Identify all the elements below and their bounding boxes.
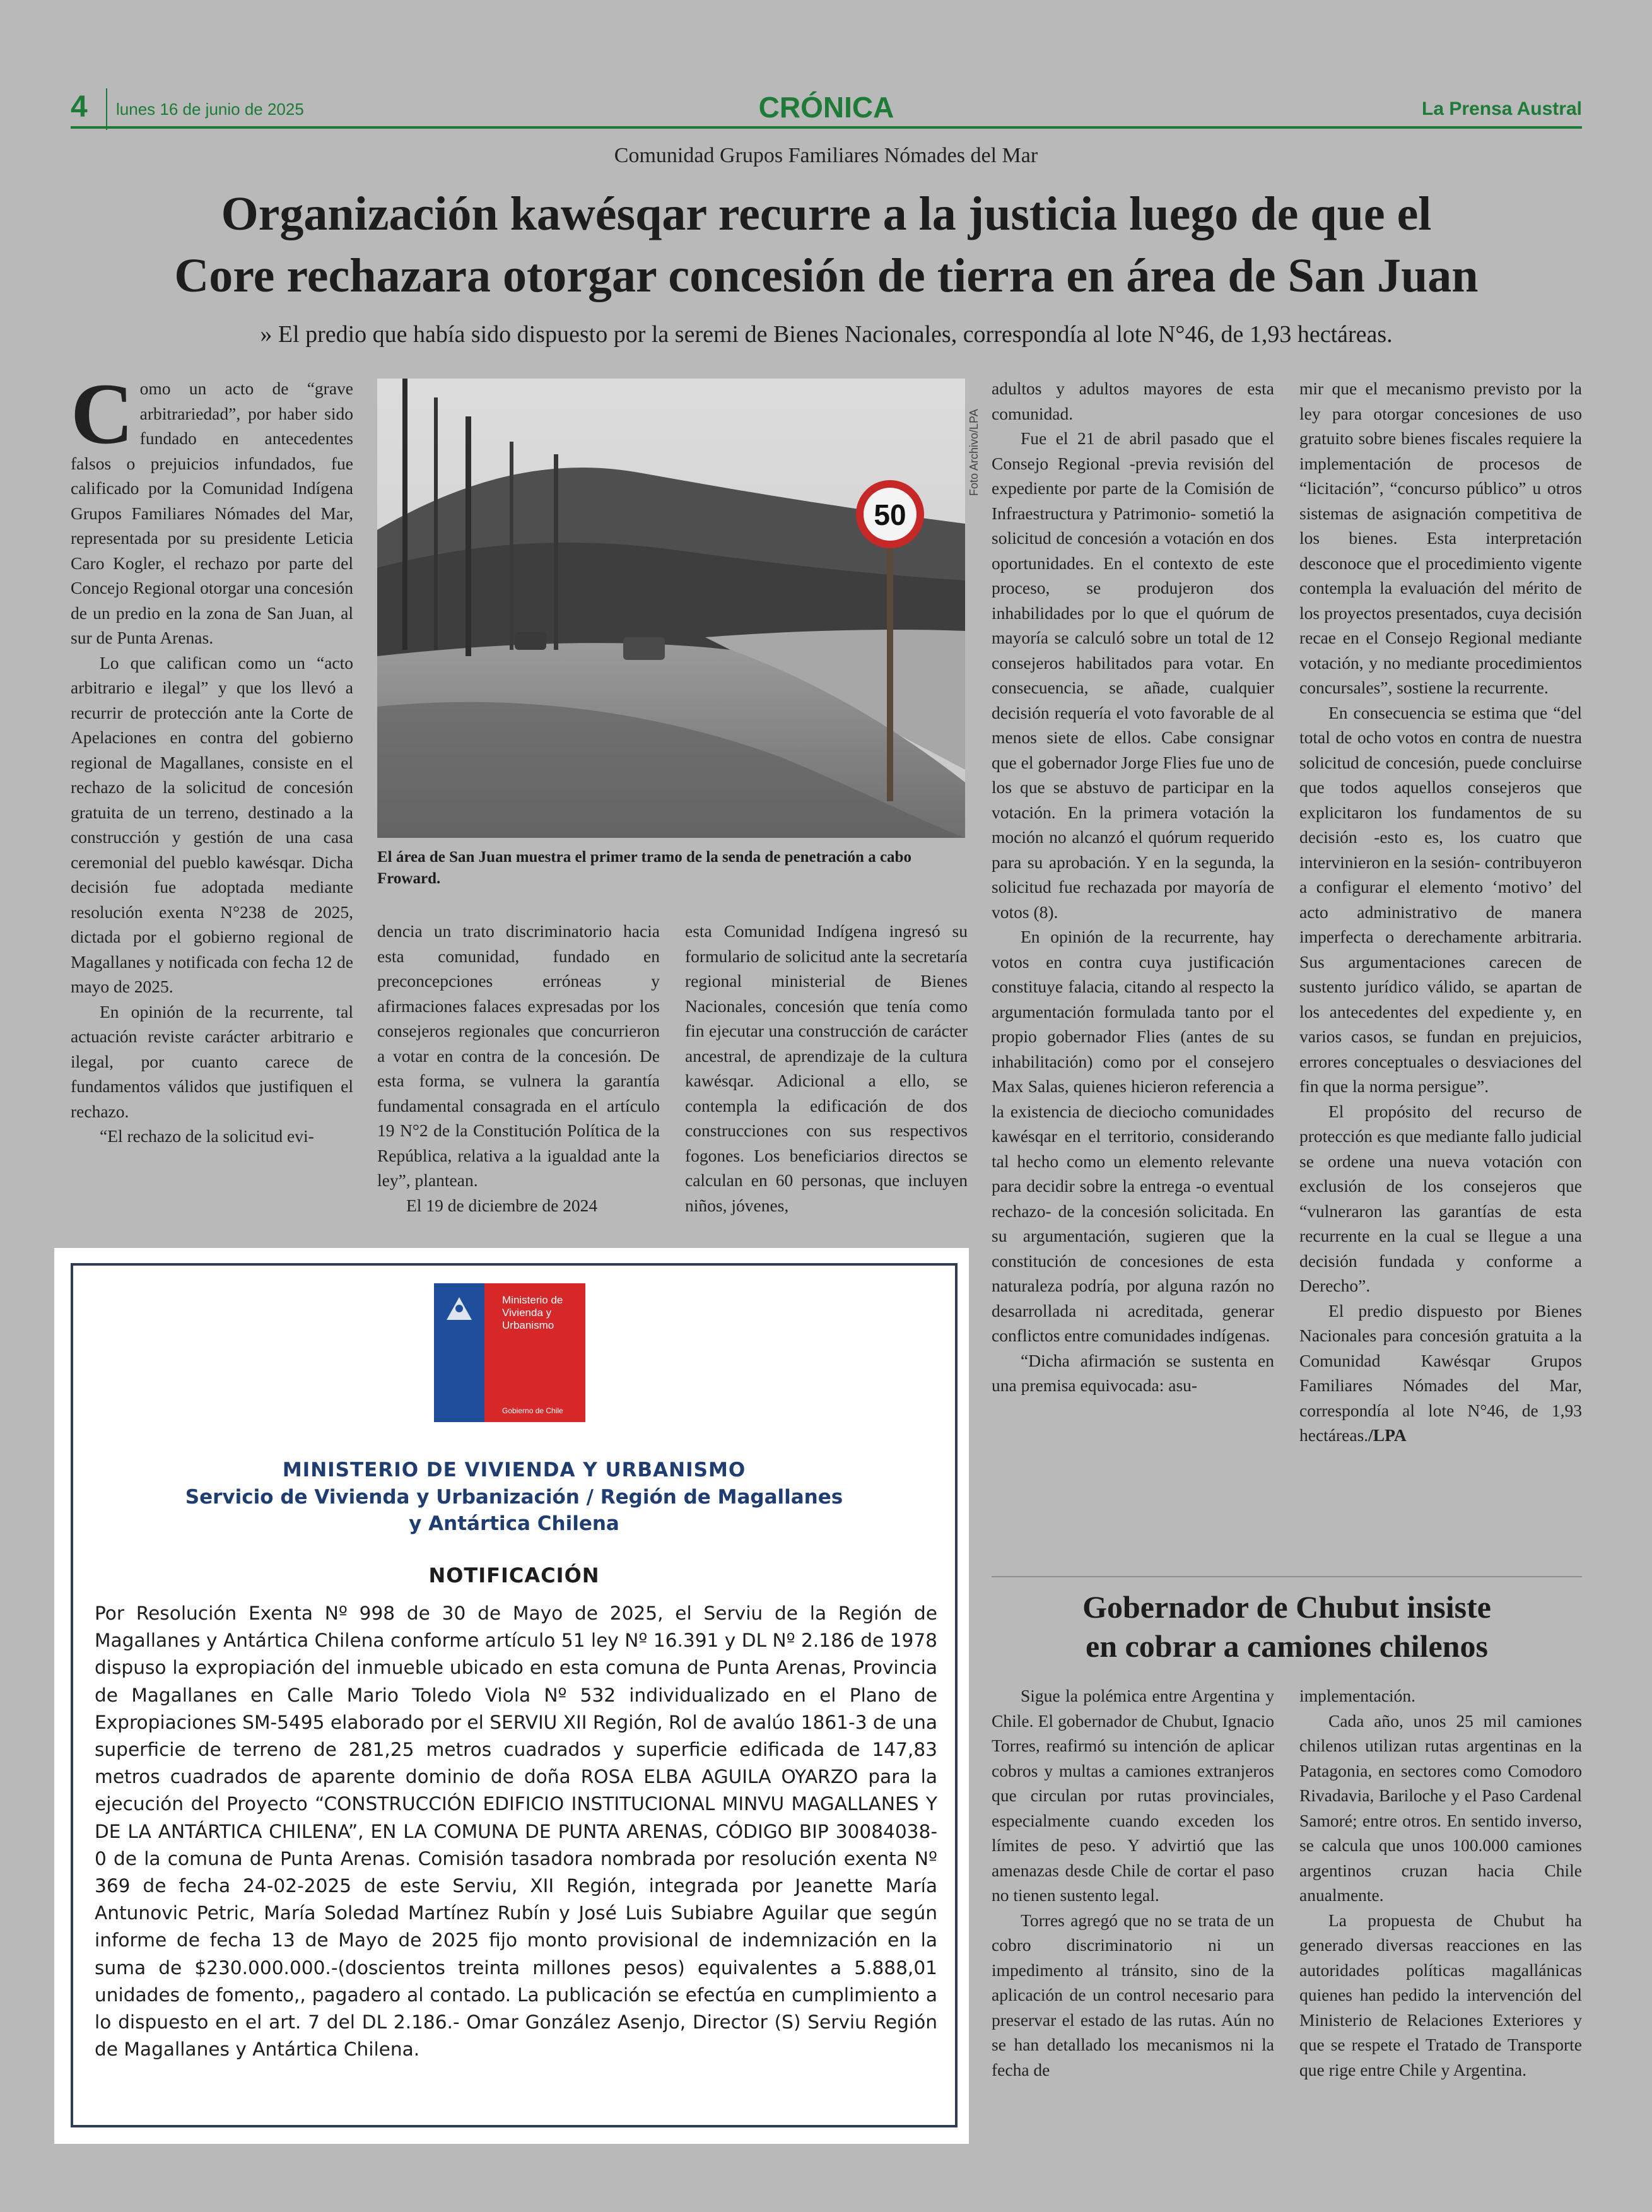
government-logo-icon [434,1283,585,1422]
paragraph: dencia un trato discriminatorio hacia esta comunidad, fundado en preconcepciones erróneas y afirmaciones falaces expresadas por los consejeros regionales que concurrieron a votar en contra de la concesión. De esta forma, se vulnera la garantía fundamental consagrada en el artículo 19 N°2 de la Constitución Política de la República, relativa a la igualdad ante la ley”, plantean. [377,921,660,1190]
side-headline-line-1: Gobernador de Chubut insiste [1082,1589,1491,1625]
paragraph [71,365,353,650]
notice-service-line-2: y Antártica Chilena [409,1512,619,1535]
paragraph: La propuesta de Chubut ha generado diversas reacciones en las autoridades políticas magallánicas quienes han pedido la intervención del Ministerio de Relaciones Exteriores y que se respete el Tratado de Transporte que rige entre Chile y Argentina. [1299,1910,1582,2080]
side-article-column-2 [1299,1683,1582,2082]
headline-line-2: Core rechazara otorgar concesión de tierra en área de San Juan [174,249,1479,302]
issue-date: lunes 16 de junio de 2025 [106,88,304,130]
article-column-3 [685,919,968,1218]
paragraph: implementación. [1299,1686,1416,1705]
notice-title: NOTIFICACIÓN [428,1563,600,1587]
article-column-5 [1299,376,1582,1448]
article-headline [71,183,1582,307]
logo-footer-text: Gobierno de Chile [502,1406,563,1415]
paragraph: En opinión de la recurrente, hay votos en contra cuya justificación constituye falacia, citando al respecto la argumentación formulada tanto por el propio gobernador Flies (antes de su inhabilitación) como por el consejero Max Salas, quienes hicieron referencia a la existencia de dieciocho comunidades kawésqar en el territorio, considerando tal hecho como un elemento relevante para decidir sobre la entrega -o eventual rechazo- de la concesión solicitada. En su argumentación, sugieren que la constitución de concesiones de esta naturaleza podría, por alguna razón no desarrollada ni acreditada, generar conflictos entre comunidades indígenas. [992,927,1274,1345]
paragraph [1299,1298,1582,1448]
paragraph: “Dicha afirmación se sustenta en una premisa equivocada: asu- [992,1350,1274,1395]
paragraph: El 19 de diciembre de 2024 [406,1195,598,1215]
paragraph: esta Comunidad Indígena ingresó su formulario de solicitud ante la secretaría regional ministerial de Bienes Nacionales, concesión que tenía como fin ejecutar una construcción de carácter ancestral, de aprendizaje de la cultura kawésqar. Adicional a ello, se contempla la edificación de dos construcciones con sus respectivos fogones. Los beneficiarios directos se calculan en 60 personas, que incluyen niños, jóvenes, [685,921,968,1215]
paragraph-text: omo un acto de “grave arbitrariedad”, por haber sido fundado en antecedentes falsos o prejuicios infundados, fue calificado por la Comunidad Indígena Grupos Familiares Nómades del Mar, representada por su presidente Leticia Caro Kogler, el rechazo por parte del Concejo Regional otorgar una concesión de un predio en la zona de San Juan, al sur de Punta Arenas. [71,379,353,647]
logo-text-2: Vivienda y [502,1307,552,1319]
notice-service-line-1: Servicio de Vivienda y Urbanización / Región de Magallanes [185,1486,843,1509]
paragraph: Cada año, unos 25 mil camiones chilenos utilizan rutas argentinas en la Patagonia, en sectores como Comodoro Rivadavia, Bariloche y el Paso Cardenal Samoré; entre otros. En sentido inverso, se calcula que unos 100.000 camiones argentinos cruzan hacia Chile anualmente. [1299,1710,1582,1905]
notice-ministry: MINISTERIO DE VIVIENDA Y URBANISMO [282,1459,746,1481]
paragraph: Sigue la polémica entre Argentina y Chile. El gobernador de Chubut, Ignacio Torres, reafirmó su intención de aplicar cobros y multas a camiones extranjeros que circulan por rutas provinciales, especialmente cuando exceden los límites de peso. Y advirtió que las amenazas desde Chile de cortar el paso no tienen sustento legal. [992,1686,1274,1905]
paragraph: El propósito del recurso de protección es que mediante fallo judicial se ordene una nueva votación con exclusión de los consejeros que “vulneraron las garantías de esta recurrente en la cual se llegue a una decisión fundada y conforme a Derecho”. [1299,1101,1582,1295]
side-headline-line-2: en cobrar a camiones chilenos [1086,1628,1488,1664]
paragraph: Lo que califican como un “acto arbitrario e ilegal” y que los llevó a recurrir de protección ante la Corte de Apelaciones en contra del gobierno regional de Magallanes, consiste en el rechazo de la solicitud de concesión gratuita de un terreno, destinado a la construcción y gestión de una casa ceremonial del pueblo kawésqar. Dicha decisión fue adoptada mediante resolución exenta N°238 de 2025, dictada por el gobierno regional de Magallanes y notificada con fecha 12 de mayo de 2025. [71,652,353,996]
notice-service [71,1484,958,1537]
drop-cap: C [71,365,134,462]
road-photo-illustration [377,379,965,838]
side-article-headline [992,1587,1582,1666]
article-column-1 [71,365,353,1149]
article-subhead: » El predio que había sido dispuesto por la seremi de Bienes Nacionales, correspondía al lote N°46, de 1,93 hectáreas. [260,321,1393,348]
logo-text-1: Ministerio de [502,1294,563,1306]
paragraph: En opinión de la recurrente, tal actuación reviste carácter arbitrario e ilegal, por cuanto carece de fundamentos válidos que justifiquen el rechazo. [71,1001,353,1121]
article-column-2 [377,919,660,1218]
newspaper-brand: La Prensa Austral [1422,98,1582,119]
speed-sign-text: 50 [874,498,906,531]
section-title: CRÓNICA [758,91,894,124]
page-number: 4 [71,90,88,124]
article-photo [377,379,965,838]
paragraph: mir que el mecanismo previsto por la ley para otorgar concesiones de uso gratuito sobre bienes fiscales requiere la implementación de procesos de “licitación”, “concurso público” u otros sistemas de asignación competitiva de los bienes. Esta interpretación desconoce que el procedimiento vigente contempla la evaluación del mérito de los proyectos presentados, cuya decisión recae en el Consejo Regional mediante votación, y no mediante procedimientos concursales”, sostiene la recurrente. [1299,379,1582,697]
photo-caption: El área de San Juan muestra el primer tramo de la senda de penetración a cabo Froward. [377,849,911,887]
page-header [71,88,1582,129]
notice-body: Por Resolución Exenta Nº 998 de 30 de Mayo de 2025, el Serviu de la Región de Magallanes y Antártica Chilena conforme artículo 51 ley Nº 16.391 y DL Nº 2.186 de 1978 dispuso la expropiación del inmueble ubicado en esta comuna de Punta Arenas, Provincia de Magallanes en Calle Mario Toledo Viola Nº 532 individualizado en el Plano de Expropiaciones SM-5495 elaborado por el SERVIU XII Región, Rol de avalúo 1861-3 de una superficie de terreno de 281,25 metros cuadrados y superficie edificada de 147,83 metros cuadrados de aparente dominio de doña ROSA ELBA AGUILA OYARZO para la ejecución del Proyecto “CONSTRUCCIÓN EDIFICIO INSTITUCIONAL MINVU MAGALLANES Y DE LA ANTÁRTICA CHILENA”, EN LA COMUNA DE PUNTA ARENAS, CÓDIGO BIP 30084038-0 de la comuna de Punta Arenas. Comisión tasadora nombrada por resolución exenta Nº 369 de fecha 24-02-2025 de este Serviu, XII Región, integrada por Jeanette María Antunovic Petric, María Soledad Martínez Rubín y José Luis Subiabre Aguilar que según informe de fecha 13 de Mayo de 2025 fijo monto provisional de indemnización en la suma de $230.000.000.-(doscientos treinta millones pesos) equivalentes a 5.888,01 unidades de fomento,, pagadero al contado. La publicación se efectúa en cumplimiento a lo dispuesto en el art. 7 del DL 2.186.- Omar González Asenjo, Director (S) Serviu Región de Magallanes y Antártica Chilena. [95,1603,937,2061]
headline-line-1: Organización kawésqar recurre a la justicia luego de que el [221,187,1432,240]
paragraph: Torres agregó que no se trata de un cobro discriminatorio ni un impedimento al tránsito, sino de la aplicación de un control necesario para preservar el estado de las rutas. Aún no se han detallado los mecanismos ni la fecha de [992,1910,1274,2080]
article-column-4 [992,376,1274,1398]
paragraph: Fue el 21 de abril pasado que el Consejo Regional -previa revisión del expediente por parte de la Comisión de Infraestructura y Patrimonio- sometió la solicitud de concesión a votación en dos oportunidades. En el contexto de este proceso, se produjeron dos inhabilidades por lo que el quórum de mayoría se calculó sobre un total de 12 consejeros habilitados para votar. En consecuencia, se añade, cualquier decisión requería el voto favorable de al menos siete de ellos. Cabe consignar que el gobernador Jorge Flies fue uno de los que se abstuvo de participar en la votación. En la primera votación la moción no alcanzó el quórum requerido para su aprobación. Y en la segunda, la solicitud fue rechazada por mayoría de votos (8). [992,428,1274,922]
paragraph: adultos y adultos mayores de esta comunidad. [992,379,1274,423]
article-kicker: Comunidad Grupos Familiares Nómades del Mar [614,144,1038,167]
minvu-logo [434,1283,585,1422]
author-sign: /LPA [1368,1425,1407,1445]
logo-text-3: Urbanismo [502,1319,554,1331]
paragraph: En consecuencia se estima que “del total de ocho votos en contra de nuestra solicitud de concesión, puede concluirse que todos aquellos consejeros que explicitaron los fundamentos de su decisión -esto es, los cuatro que intervinieron en la sesión- contribuyeron a configurar el elemento ‘motivo’ del acto administrativo de manera imperfecta o derechamente arbitraria. Sus argumentaciones carecen de sustento jurídico válido, se apartan de los antecedentes del expediente y, en varios casos, se fundan en prejuicios, errores conceptuales o desviaciones del fin que la norma persigue”. [1299,702,1582,1096]
divider [992,1576,1582,1577]
paragraph: “El rechazo de la solicitud evi- [100,1126,314,1146]
paragraph-text: El predio dispuesto por Bienes Nacionales para concesión gratuita a la Comunidad Kawésqar Grupos Familiares Nómades del Mar, correspondía al lote N°46, de 1,93 hectáreas. [1299,1300,1582,1445]
photo-credit: Foto Archivo/LPA [968,409,980,496]
side-article-column-1 [992,1683,1274,2082]
